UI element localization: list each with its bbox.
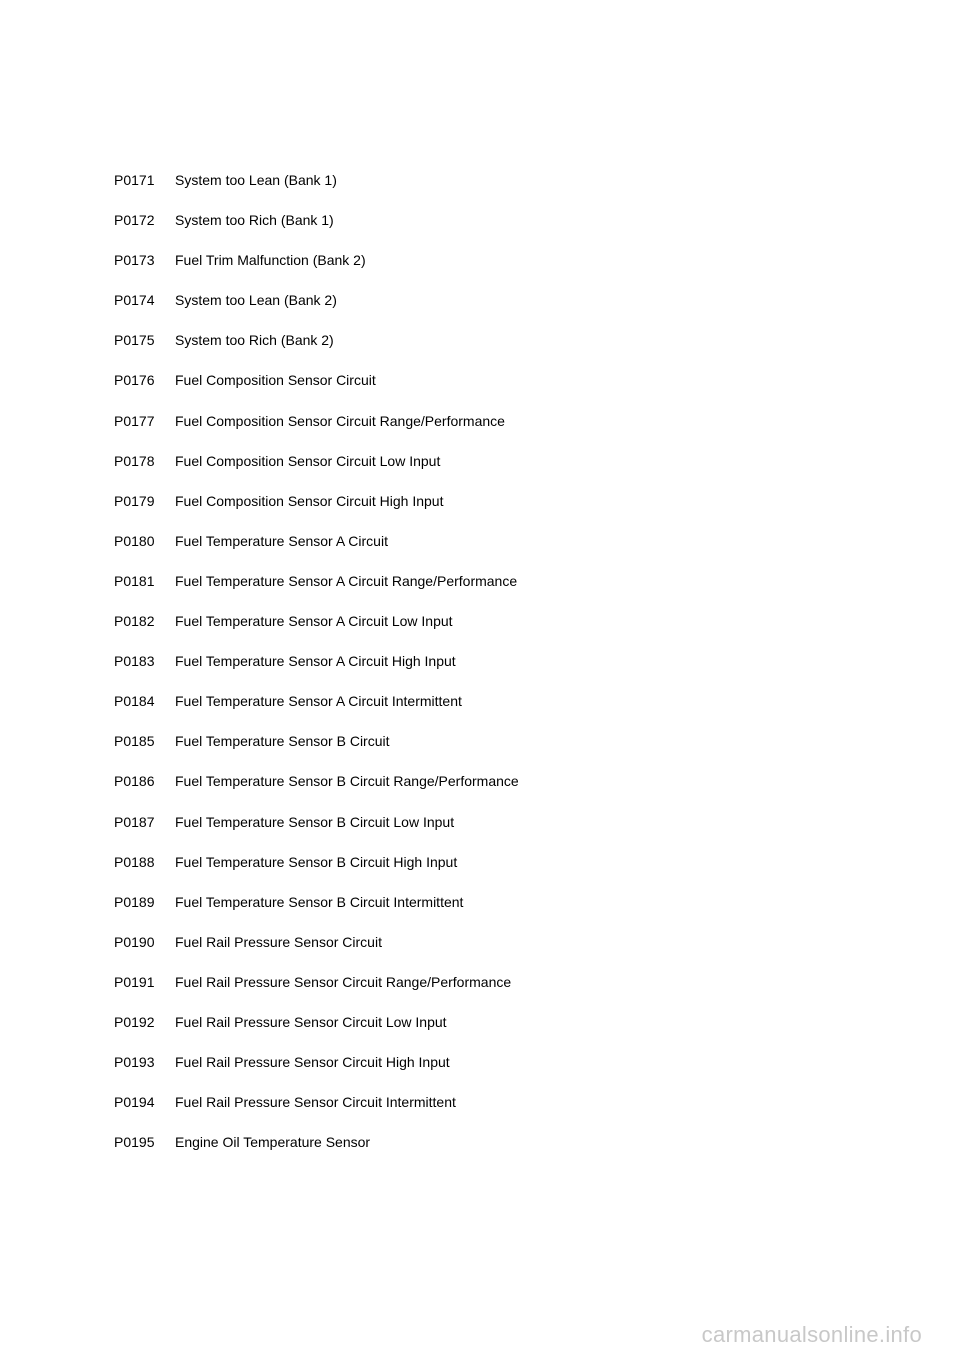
dtc-code: P0195 <box>114 1134 155 1151</box>
code-row <box>114 250 519 290</box>
dtc-description: Engine Oil Temperature Sensor <box>175 1134 371 1151</box>
dtc-description: Fuel Temperature Sensor A Circuit High Input <box>175 653 456 670</box>
code-row <box>114 812 519 852</box>
code-row <box>114 210 519 250</box>
dtc-description: Fuel Rail Pressure Sensor Circuit <box>175 933 382 950</box>
dtc-code: P0184 <box>114 693 155 710</box>
code-row <box>114 1012 519 1052</box>
dtc-description: System too Lean (Bank 1) <box>175 172 337 188</box>
code-row <box>114 691 519 731</box>
code-row <box>114 1092 519 1132</box>
dtc-code: P0177 <box>114 412 155 429</box>
dtc-code-list <box>114 170 519 1172</box>
dtc-code: P0191 <box>114 973 155 990</box>
code-row <box>114 330 519 370</box>
dtc-code: P0186 <box>114 773 155 790</box>
dtc-code: P0172 <box>114 212 155 229</box>
dtc-description: System too Rich (Bank 2) <box>175 332 334 349</box>
dtc-description: Fuel Temperature Sensor A Circuit <box>175 532 388 549</box>
dtc-description: Fuel Rail Pressure Sensor Circuit Low Input <box>175 1013 447 1030</box>
dtc-description: Fuel Temperature Sensor A Circuit Low Input <box>175 613 453 630</box>
dtc-description: System too Rich (Bank 1) <box>175 212 334 229</box>
dtc-code: P0178 <box>114 452 155 469</box>
code-row <box>114 932 519 972</box>
dtc-description: Fuel Rail Pressure Sensor Circuit Intermittent <box>175 1094 456 1111</box>
code-row <box>114 370 519 410</box>
dtc-description: Fuel Composition Sensor Circuit <box>175 372 376 389</box>
code-row <box>114 771 519 811</box>
code-row <box>114 972 519 1012</box>
dtc-description: Fuel Rail Pressure Sensor Circuit Range/Performance <box>175 973 512 990</box>
dtc-description: Fuel Composition Sensor Circuit High Input <box>175 492 444 509</box>
dtc-description: Fuel Temperature Sensor B Circuit Low Input <box>175 813 455 830</box>
dtc-description: Fuel Composition Sensor Circuit Range/Performance <box>175 412 505 429</box>
watermark: carmanualsonline.info <box>701 1322 922 1347</box>
dtc-description: Fuel Temperature Sensor B Circuit Intermittent <box>175 893 464 910</box>
dtc-code: P0188 <box>114 853 155 870</box>
dtc-code: P0181 <box>114 572 155 589</box>
code-row <box>114 611 519 651</box>
dtc-code: P0193 <box>114 1054 155 1071</box>
code-row <box>114 852 519 892</box>
dtc-code: P0173 <box>114 252 155 269</box>
code-row <box>114 892 519 932</box>
code-row <box>114 1052 519 1092</box>
dtc-code: P0174 <box>114 292 155 309</box>
code-row <box>114 731 519 771</box>
dtc-code: P0187 <box>114 813 155 830</box>
code-row <box>114 531 519 571</box>
dtc-code: P0179 <box>114 492 155 509</box>
code-row <box>114 651 519 691</box>
code-row <box>114 571 519 611</box>
dtc-description: Fuel Temperature Sensor A Circuit Range/Performance <box>175 572 518 589</box>
dtc-code: P0175 <box>114 332 155 349</box>
dtc-code: P0185 <box>114 733 155 750</box>
dtc-code: P0190 <box>114 933 155 950</box>
code-row <box>114 170 519 210</box>
dtc-code: P0192 <box>114 1013 155 1030</box>
dtc-description: Fuel Temperature Sensor B Circuit Range/Performance <box>175 773 519 790</box>
dtc-description: Fuel Temperature Sensor B Circuit High Input <box>175 853 458 870</box>
code-row <box>114 491 519 531</box>
dtc-code: P0194 <box>114 1094 155 1111</box>
dtc-code: P0180 <box>114 532 155 549</box>
dtc-code: P0171 <box>114 172 155 188</box>
dtc-description: Fuel Rail Pressure Sensor Circuit High Input <box>175 1054 450 1071</box>
dtc-description: System too Lean (Bank 2) <box>175 292 337 309</box>
code-row <box>114 451 519 491</box>
code-row <box>114 290 519 330</box>
code-row <box>114 411 519 451</box>
dtc-description: Fuel Temperature Sensor B Circuit <box>175 733 390 750</box>
dtc-code: P0183 <box>114 653 155 670</box>
dtc-code: P0189 <box>114 893 155 910</box>
dtc-code: P0176 <box>114 372 155 389</box>
dtc-description: Fuel Trim Malfunction (Bank 2) <box>175 252 366 269</box>
code-row <box>114 1132 519 1172</box>
dtc-description: Fuel Composition Sensor Circuit Low Input <box>175 452 441 469</box>
dtc-description: Fuel Temperature Sensor A Circuit Intermittent <box>175 693 462 710</box>
dtc-code: P0182 <box>114 613 155 630</box>
